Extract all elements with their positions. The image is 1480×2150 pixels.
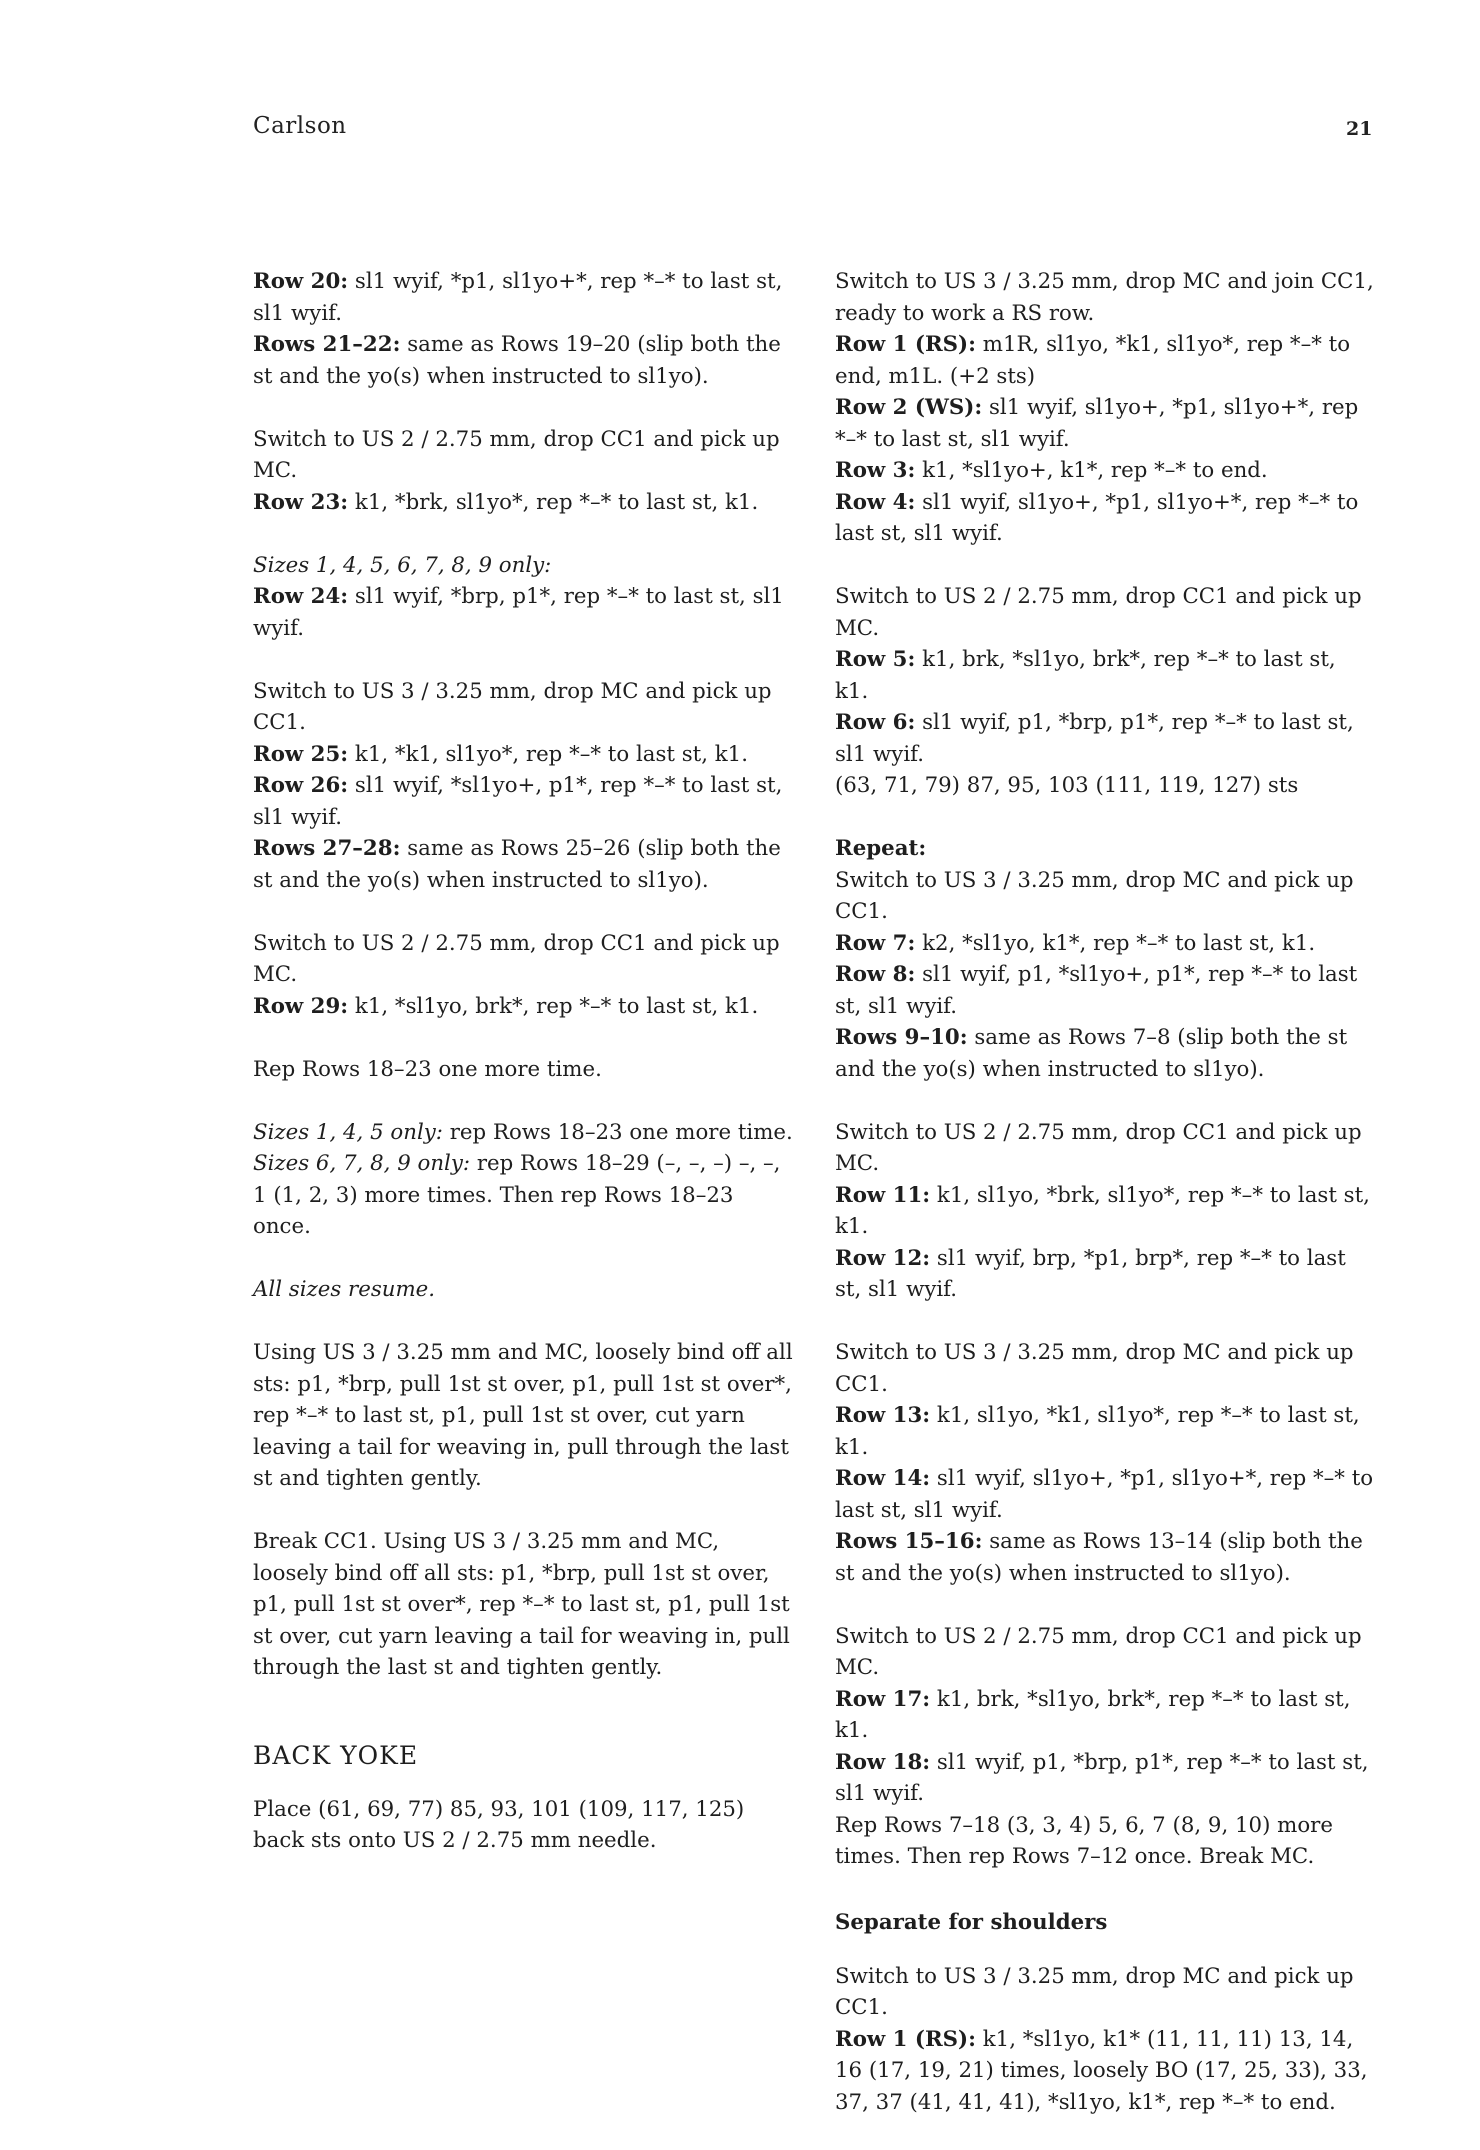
all-sizes-resume: All sizes resume. — [253, 1277, 436, 1302]
right-block-rows-17-18 — [835, 1621, 1375, 1873]
instruction-rows-15-16: Rows 15–16: same as Rows 13–14 (slip both the st and the yo(s) when instructed to sl1yo). — [835, 1529, 1363, 1586]
right-block-rows-11-12 — [835, 1117, 1375, 1306]
instruction-row-13: Row 13: k1, sl1yo, *k1, sl1yo*, rep *–* to last st, k1. — [835, 1403, 1360, 1460]
instruction-rows-21-22: Rows 21–22: same as Rows 19–20 (slip both the st and the yo(s) when instructed to sl1yo). — [253, 332, 781, 389]
sizes-6-9-note: Sizes 6, 7, 8, 9 only: rep Rows 18–29 (–, –, –) –, –, 1 (1, 2, 3) more times. Then rep Rows 18–23 once. — [253, 1151, 781, 1239]
needle-switch-text: Switch to US 2 / 2.75 mm, drop CC1 and pick up MC. — [253, 426, 780, 483]
sizes-1-4-5-note: Sizes 1, 4, 5 only: rep Rows 18–23 one more time. — [253, 1119, 793, 1145]
needle-switch-text: Switch to US 2 / 2.75 mm, drop CC1 and pick up MC. — [835, 1623, 1362, 1680]
instruction-row-3: Row 3: k1, *sl1yo+, k1*, rep *–* to end. — [835, 458, 1268, 483]
repeat-rows-text: Rep Rows 7–18 (3, 3, 4) 5, 6, 7 (8, 9, 10) more times. Then rep Rows 7–12 once. Break MC. — [835, 1812, 1333, 1869]
needle-switch-text: Switch to US 2 / 2.75 mm, drop CC1 and pick up MC. — [253, 930, 780, 987]
needle-switch-text: Switch to US 3 / 3.25 mm, drop MC and pick up CC1. — [835, 1340, 1354, 1397]
needle-switch-text: Switch to US 2 / 2.75 mm, drop CC1 and pick up MC. — [835, 584, 1362, 641]
instruction-rows-9-10: Rows 9–10: same as Rows 7–8 (slip both the st and the yo(s) when instructed to sl1yo). — [835, 1025, 1348, 1082]
right-block-repeat-rows-7-10 — [835, 833, 1375, 1085]
right-block-rows-5-6 — [835, 581, 1375, 802]
needle-switch-text: Switch to US 3 / 3.25 mm, drop MC and pick up CC1. — [835, 867, 1354, 924]
instruction-row-29: Row 29: k1, *sl1yo, brk*, rep *–* to last st, k1. — [253, 993, 759, 1019]
page-number: 21 — [1346, 118, 1373, 140]
left-block-rows-25-28 — [253, 676, 798, 897]
right-column — [835, 266, 1375, 2150]
repeat-heading: Repeat: — [835, 836, 927, 861]
bind-off-instruction-alt: Break CC1. Using US 3 / 3.25 mm and MC, loosely bind off all sts: p1, *brp, pull 1st st over, p1, pull 1st st over*, rep *–* to last st, p1, pull 1st st over, cut yarn leaving a tail for weaving in, pull through the last st and tighten gently. — [253, 1529, 790, 1680]
instruction-row-25: Row 25: k1, *k1, sl1yo*, rep *–* to last st, k1. — [253, 741, 748, 767]
sizes-note: Sizes 1, 4, 5, 6, 7, 8, 9 only: — [253, 552, 552, 578]
right-block-rows-1-4 — [835, 266, 1375, 550]
instruction-row-7: Row 7: k2, *sl1yo, k1*, rep *–* to last st, k1. — [835, 930, 1316, 956]
right-block-rows-13-16 — [835, 1337, 1375, 1589]
subsection-heading-separate-for-shoulders: Separate for shoulders — [835, 1909, 1108, 1935]
left-block-rows-20-22 — [253, 266, 798, 392]
instruction-row-8: Row 8: sl1 wyif, p1, *sl1yo+, p1*, rep *–* to last st, sl1 wyif. — [835, 962, 1358, 1019]
section-heading-back-yoke: BACK YOKE — [253, 1740, 419, 1770]
instruction-row-23: Row 23: k1, *brk, sl1yo*, rep *–* to last st, k1. — [253, 489, 759, 515]
instruction-row-1-rs: Row 1 (RS): k1, *sl1yo, k1* (11, 11, 11) 13, 14, 16 (17, 19, 21) times, loosely BO (17, 25, 33), 33, 37, 37 (41, 41, 41), *sl1yo, k1*, rep *–* to end. — [835, 2026, 1368, 2115]
instruction-row-14: Row 14: sl1 wyif, sl1yo+, *p1, sl1yo+*, rep *–* to last st, sl1 wyif. — [835, 1466, 1374, 1523]
running-title: Carlson — [253, 113, 347, 139]
instruction-row-20: Row 20: sl1 wyif, *p1, sl1yo+*, rep *–* to last st, sl1 wyif. — [253, 269, 783, 326]
place-sts-instruction: Place (61, 69, 77) 85, 93, 101 (109, 117, 125) back sts onto US 2 / 2.75 mm needle. — [253, 1796, 745, 1853]
left-block-size-repeats — [253, 1117, 798, 1243]
instruction-row-5: Row 5: k1, brk, *sl1yo, brk*, rep *–* to last st, k1. — [835, 647, 1336, 704]
left-block-row-24 — [253, 550, 798, 645]
instruction-row-24: Row 24: sl1 wyif, *brp, p1*, rep *–* to last st, sl1 wyif. — [253, 584, 784, 641]
instruction-row-17: Row 17: k1, brk, *sl1yo, brk*, rep *–* to last st, k1. — [835, 1686, 1351, 1743]
needle-switch-text: Switch to US 3 / 3.25 mm, drop MC and pick up CC1. — [253, 678, 772, 735]
instruction-row-1-rs: Row 1 (RS): m1R, sl1yo, *k1, sl1yo*, rep *–* to end, m1L. (+2 sts) — [835, 332, 1351, 389]
needle-switch-text: Switch to US 3 / 3.25 mm, drop MC and join CC1, ready to work a RS row. — [835, 269, 1374, 326]
instruction-row-6: Row 6: sl1 wyif, p1, *brp, p1*, rep *–* to last st, sl1 wyif. — [835, 710, 1354, 767]
stitch-count: (63, 71, 79) 87, 95, 103 (111, 119, 127) sts — [835, 773, 1299, 798]
instruction-row-26: Row 26: sl1 wyif, *sl1yo+, p1*, rep *–* to last st, sl1 wyif. — [253, 773, 783, 830]
instruction-row-18: Row 18: sl1 wyif, p1, *brp, p1*, rep *–* to last st, sl1 wyif. — [835, 1749, 1369, 1806]
instruction-row-2-ws: Row 2 (WS): sl1 wyif, sl1yo+, *p1, sl1yo+*, rep *–* to last st, sl1 wyif. — [835, 395, 1359, 452]
instruction-row-11: Row 11: k1, sl1yo, *brk, sl1yo*, rep *–* to last st, k1. — [835, 1182, 1370, 1239]
left-column — [253, 266, 798, 1888]
right-block-shoulders-row-1 — [835, 1961, 1375, 2119]
needle-switch-text: Switch to US 2 / 2.75 mm, drop CC1 and pick up MC. — [835, 1119, 1362, 1176]
repeat-rows-text: Rep Rows 18–23 one more time. — [253, 1056, 602, 1082]
bind-off-instruction: Using US 3 / 3.25 mm and MC, loosely bind off all sts: p1, *brp, pull 1st st over, p1, pull 1st st over*, rep *–* to last st, p1, pull 1st st over, cut yarn leaving a tail for weaving in, pull through the last st and tighten gently. — [253, 1340, 793, 1491]
needle-switch-text: Switch to US 3 / 3.25 mm, drop MC and pick up CC1. — [835, 1963, 1354, 2020]
left-block-row-29 — [253, 928, 798, 1023]
left-block-row-23 — [253, 424, 798, 519]
instruction-row-4: Row 4: sl1 wyif, sl1yo+, *p1, sl1yo+*, rep *–* to last st, sl1 wyif. — [835, 489, 1359, 546]
instruction-row-12: Row 12: sl1 wyif, brp, *p1, brp*, rep *–* to last st, sl1 wyif. — [835, 1245, 1346, 1302]
instruction-rows-27-28: Rows 27–28: same as Rows 25–26 (slip both the st and the yo(s) when instructed to sl1yo). — [253, 836, 781, 893]
